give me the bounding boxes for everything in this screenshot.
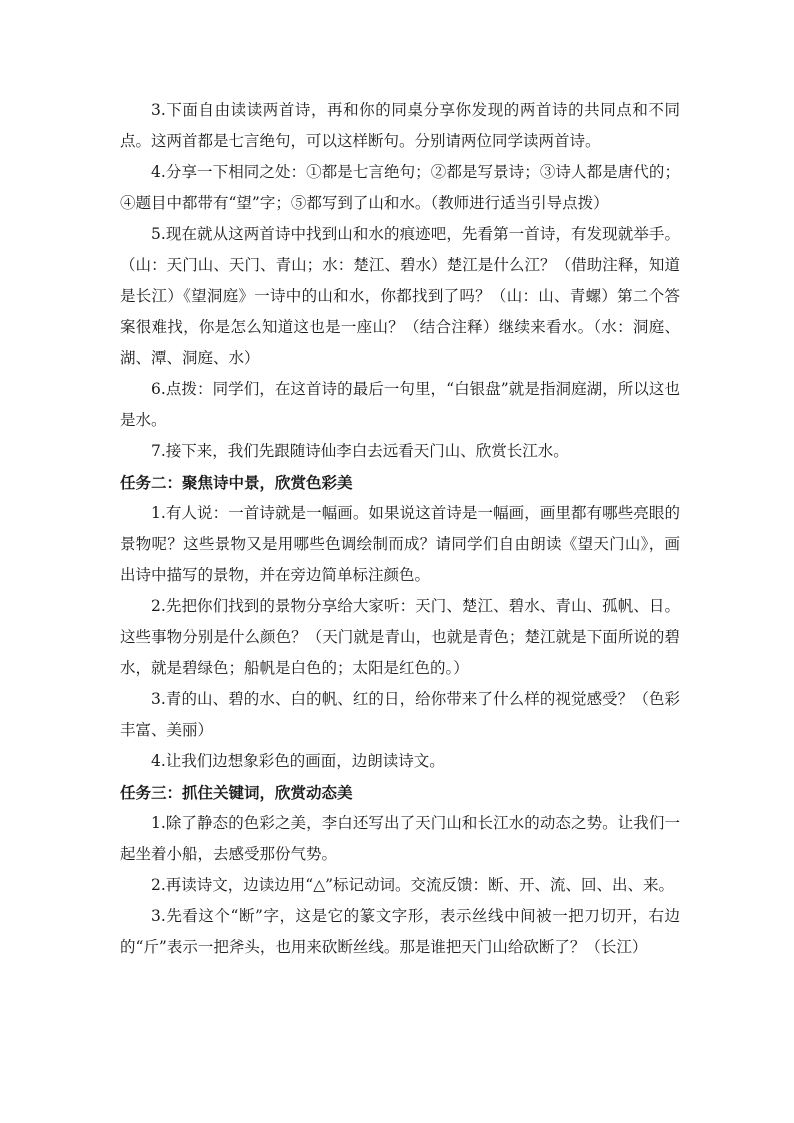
paragraph-task3-step-3: 3.先看这个“断”字，这是它的篆文字形，表示丝线中间被一把刀切开，右边的“斤”表示一把斧头，也用来砍断丝线。那是谁把天门山给砍断了？（长江） <box>120 907 680 956</box>
paragraph-task2-step-4: 4.让我们边想象彩色的画面，边朗读诗文。 <box>151 752 445 770</box>
section-heading-task-3: 任务三：抓住关键词，欣赏动态美 <box>120 783 353 802</box>
paragraph-task2-step-2: 2.先把你们找到的景物分享给大家听：天门、楚江、碧水、青山、孤帆、日。这些事物分别是什么颜色？（天门就是青山，也就是青色；楚江就是下面所说的碧水，就是碧绿色；船帆是白色的；太阳是红色的。） <box>120 597 680 677</box>
paragraph-task2-step-1: 1.有人说：一首诗就是一幅画。如果说这首诗是一幅画，画里都有哪些亮眼的景物呢？这些景物又是用哪些色调绘制而成？请同学们自由朗读《望天门山》，画出诗中描写的景物，并在旁边简单标注颜色。 <box>120 504 680 584</box>
paragraph-task2-step-3: 3.青的山、碧的水、白的帆、红的日，给你带来了什么样的视觉感受？（色彩丰富、美丽） <box>120 690 680 739</box>
paragraph-step-3: 3.下面自由读读两首诗，再和你的同桌分享你发现的两首诗的共同点和不同点。这两首都是七言绝句，可以这样断句。分别请两位同学读两首诗。 <box>120 101 680 150</box>
section-heading-task-2: 任务二：聚焦诗中景，欣赏色彩美 <box>120 473 353 492</box>
document-body <box>120 95 680 963</box>
paragraph-step-5: 5.现在就从这两首诗中找到山和水的痕迹吧，先看第一首诗，有发现就举手。（山：天门山、天门、青山；水：楚江、碧水）楚江是什么江？（借助注释，知道是长江）《望洞庭》一诗中的山和水，你都找到了吗？（山：山、青螺）第二个答案很难找，你是怎么知道这也是一座山？（结合注释）继续来看水。（水：洞庭、湖、潭、洞庭、水） <box>120 225 680 367</box>
paragraph-task3-step-2: 2.再读诗文，边读边用“△”标记动词。交流反馈：断、开、流、回、出、来。 <box>151 876 675 894</box>
paragraph-step-7: 7.接下来，我们先跟随诗仙李白去远看天门山、欣赏长江水。 <box>151 442 569 460</box>
paragraph-step-4: 4.分享一下相同之处：①都是七言绝句；②都是写景诗；③诗人都是唐代的；④题目中都带有“望”字；⑤都写到了山和水。（教师进行适当引导点拨） <box>120 163 680 212</box>
paragraph-task3-step-1: 1.除了静态的色彩之美，李白还写出了天门山和长江水的动态之势。让我们一起坐着小船，去感受那份气势。 <box>120 814 680 863</box>
paragraph-step-6: 6.点拨：同学们，在这首诗的最后一句里，“白银盘”就是指洞庭湖，所以这也是水。 <box>120 380 680 429</box>
